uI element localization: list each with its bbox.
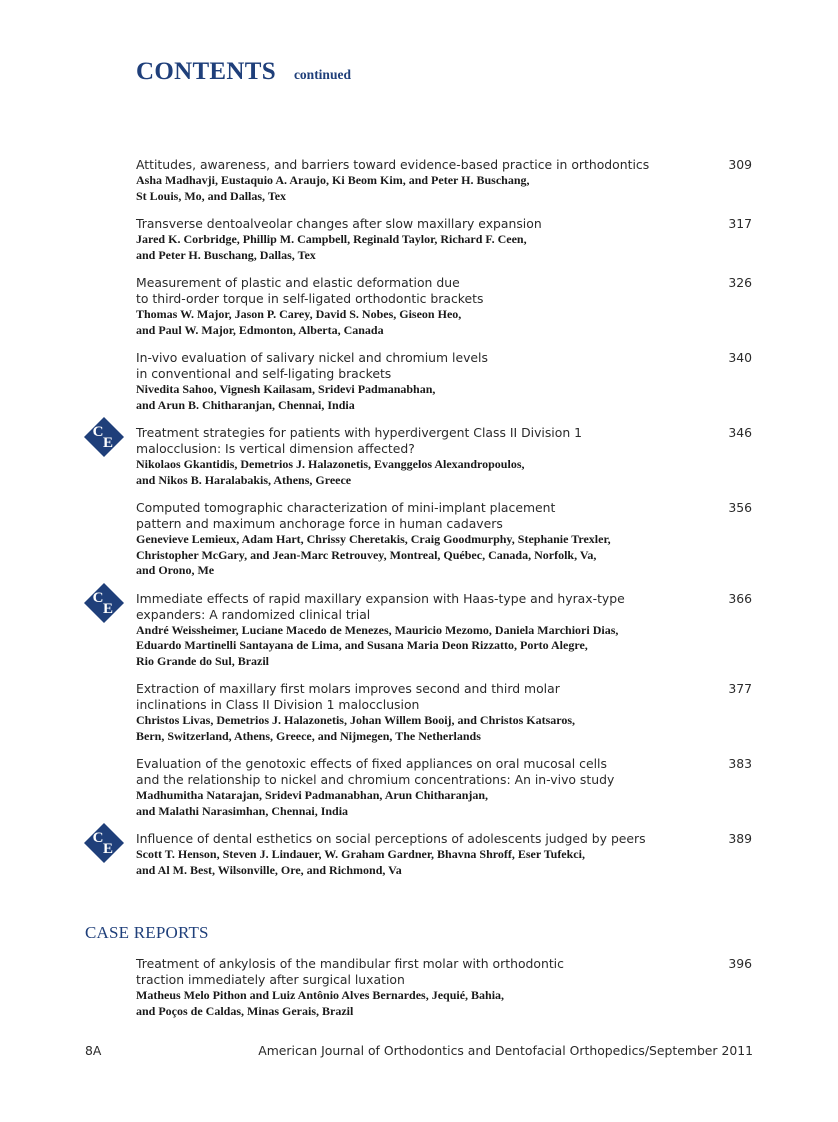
article-title-line: to third-order torque in self-ligated orthodontic brackets (136, 291, 484, 306)
article-title-line: Attitudes, awareness, and barriers toward evidence-based practice in orthodontics (136, 157, 650, 172)
article-authors-line: Eduardo Martinelli Santayana de Lima, and Susana Maria Deon Rizzatto, Porto Alegre, (136, 638, 588, 652)
contents-entry (136, 275, 756, 338)
contents-entry (136, 681, 756, 744)
article-title-line: In-vivo evaluation of salivary nickel and chromium levels (136, 350, 488, 365)
article-title (136, 157, 696, 173)
article-title-line: Treatment strategies for patients with hyperdivergent Class II Division 1 (136, 425, 583, 440)
article-title-line: inclinations in Class II Division 1 malocclusion (136, 697, 420, 712)
case-reports-list (136, 956, 756, 1031)
article-authors-line: and Paul W. Major, Edmonton, Alberta, Canada (136, 322, 384, 337)
article-title-line: Computed tomographic characterization of mini-implant placement (136, 500, 556, 515)
article-title-line: and the relationship to nickel and chromium concentrations: An in-vivo study (136, 772, 615, 787)
article-title-line: Extraction of maxillary first molars improves second and third molar (136, 681, 560, 696)
article-page-number: 309 (728, 157, 752, 172)
article-page-number: 356 (728, 500, 752, 515)
page-header (136, 58, 351, 86)
article-title (136, 216, 696, 232)
ce-letter-c: C (92, 424, 104, 440)
article-authors-line: Genevieve Lemieux, Adam Hart, Chrissy Cheretakis, Craig Goodmurphy, Stephanie Trexler, (136, 532, 611, 546)
ce-letter-c: C (92, 589, 104, 606)
article-authors-line: and Orono, Me (136, 563, 215, 577)
article-authors (136, 847, 696, 878)
article-authors (136, 382, 696, 413)
article-title-line: Treatment of ankylosis of the mandibular first molar with orthodontic (136, 956, 564, 971)
article-page-number: 383 (728, 756, 752, 771)
article-title (136, 500, 696, 532)
article-page-number: 366 (728, 590, 752, 606)
article-page-number: 396 (728, 956, 752, 971)
article-title-line: traction immediately after surgical luxation (136, 972, 405, 987)
article-authors-line: and Arun B. Chitharanjan, Chennai, India (136, 397, 355, 412)
article-authors-line: Jared K. Corbridge, Phillip M. Campbell, Reginald Taylor, Richard F. Ceen, (136, 232, 527, 246)
article-title (136, 956, 696, 988)
article-title-line: expanders: A randomized clinical trial (136, 606, 371, 622)
article-page-number: 317 (728, 216, 752, 231)
article-authors-line: Asha Madhavji, Eustaquio A. Araujo, Ki Beom Kim, and Peter H. Buschang, (136, 173, 530, 187)
contents-entry (136, 350, 756, 413)
article-title-line: Influence of dental esthetics on social perceptions of adolescents judged by peers (136, 831, 646, 846)
article-authors (136, 788, 696, 819)
article-title-line: in conventional and self-ligating brackets (136, 366, 392, 381)
article-authors-line: Thomas W. Major, Jason P. Carey, David S. Nobes, Giseon Heo, (136, 307, 462, 321)
article-page-number: 346 (728, 425, 752, 440)
article-authors (136, 532, 696, 579)
ce-letter-e: E (102, 841, 114, 857)
article-title (136, 591, 696, 623)
article-title (136, 756, 696, 788)
contents-entry (136, 756, 756, 819)
article-authors (136, 457, 696, 488)
article-title-line: Evaluation of the genotoxic effects of fixed appliances on oral mucosal cells (136, 756, 607, 771)
ce-letter-e: E (102, 600, 114, 617)
ce-letter-c: C (92, 830, 104, 846)
article-authors-line: and Malathi Narasimhan, Chennai, India (136, 803, 349, 818)
article-authors-line: Madhumitha Natarajan, Sridevi Padmanabhan, Arun Chitharanjan, (136, 788, 489, 802)
article-title (136, 425, 696, 457)
article-authors-line: and Nikos B. Haralabakis, Athens, Greece (136, 472, 352, 487)
article-title-line: pattern and maximum anchorage force in human cadavers (136, 516, 503, 531)
article-authors (136, 713, 696, 744)
article-title-line: Transverse dentoalveolar changes after slow maxillary expansion (136, 216, 542, 231)
ce-diamond-icon (83, 416, 125, 458)
contents-entry (136, 157, 756, 204)
article-authors-line: Nikolaos Gkantidis, Demetrios J. Halazonetis, Evanggelos Alexandropoulos, (136, 457, 525, 471)
article-authors-line: and Peter H. Buschang, Dallas, Tex (136, 247, 316, 262)
article-authors-line: Christos Livas, Demetrios J. Halazonetis, Johan Willem Booij, and Christos Katsaros, (136, 713, 576, 727)
article-authors (136, 173, 696, 204)
contents-entry (136, 216, 756, 263)
contents-list (92, 157, 756, 890)
article-page-number: 389 (728, 831, 752, 846)
footer-journal-title: American Journal of Orthodontics and Dentofacial Orthopedics/September 2011 (258, 1043, 753, 1058)
contents-entry (136, 500, 756, 579)
article-title (136, 681, 696, 713)
article-title-line: malocclusion: Is vertical dimension affected? (136, 441, 415, 456)
contents-entry (92, 589, 756, 670)
article-title-line: Measurement of plastic and elastic deformation due (136, 275, 460, 290)
article-title (136, 831, 696, 847)
article-title (136, 350, 696, 382)
article-authors-line: St Louis, Mo, and Dallas, Tex (136, 188, 287, 203)
article-authors (136, 623, 696, 670)
article-title-line: Immediate effects of rapid maxillary expansion with Haas-type and hyrax-type (136, 590, 625, 606)
article-authors-line: Matheus Melo Pithon and Luiz Antônio Alves Bernardes, Jequié, Bahia, (136, 988, 505, 1002)
ce-diamond-icon (83, 822, 125, 864)
page-title: CONTENTS (136, 58, 276, 85)
article-authors-line: André Weissheimer, Luciane Macedo de Menezes, Mauricio Mezomo, Daniela Marchiori Dias, (136, 622, 619, 637)
article-authors (136, 232, 696, 263)
article-authors-line: Bern, Switzerland, Athens, Greece, and Nijmegen, The Netherlands (136, 728, 481, 743)
article-page-number: 377 (728, 681, 752, 696)
contents-entry (92, 830, 756, 878)
ce-diamond-icon (83, 582, 125, 624)
article-authors (136, 988, 696, 1019)
contents-entry (92, 424, 756, 488)
ce-letter-e: E (102, 435, 114, 451)
article-page-number: 340 (728, 350, 752, 365)
article-authors-line: Rio Grande do Sul, Brazil (136, 653, 270, 668)
section-heading-case-reports: CASE REPORTS (85, 923, 209, 942)
footer-page-number: 8A (85, 1043, 102, 1058)
article-authors-line: Christopher McGary, and Jean-Marc Retrouvey, Montreal, Québec, Canada, Norfolk, Va, (136, 547, 597, 562)
article-page-number: 326 (728, 275, 752, 290)
article-authors-line: and Al M. Best, Wilsonville, Ore, and Richmond, Va (136, 862, 402, 877)
article-authors-line: Nivedita Sahoo, Vignesh Kailasam, Sridevi Padmanabhan, (136, 382, 436, 396)
article-authors (136, 307, 696, 338)
article-authors-line: and Poços de Caldas, Minas Gerais, Brazil (136, 1003, 354, 1018)
article-title (136, 275, 696, 307)
page-subtitle: continued (293, 67, 351, 82)
article-authors-line: Scott T. Henson, Steven J. Lindauer, W. Graham Gardner, Bhavna Shroff, Eser Tufekci, (136, 847, 585, 861)
contents-entry (136, 956, 756, 1019)
